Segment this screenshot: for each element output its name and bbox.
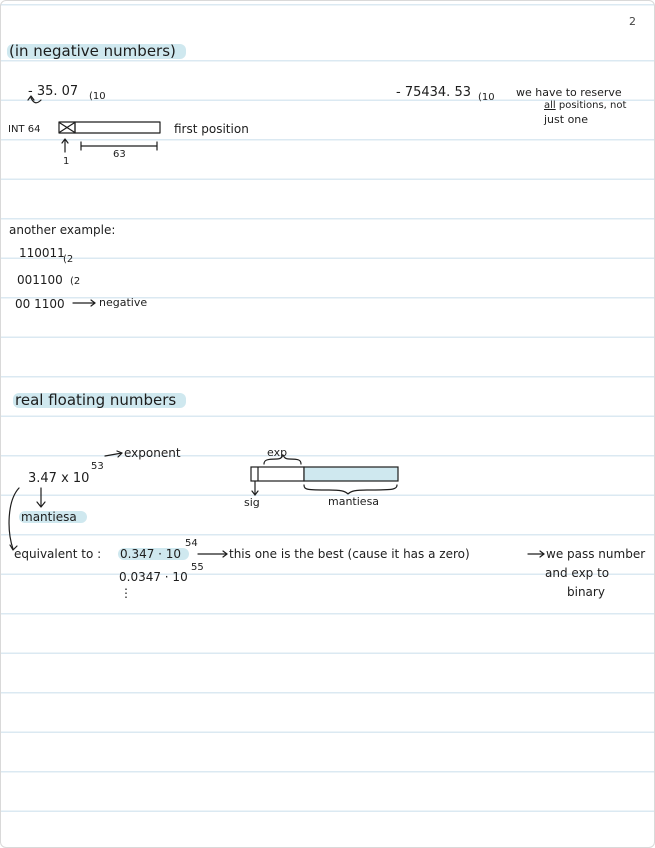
diagram-exp-label: exp (267, 446, 288, 459)
binary-line-1: 110011 (19, 246, 65, 260)
remaining-bit-count: 63 (113, 149, 126, 160)
float-mantissa-segment (304, 467, 398, 481)
reserve-note-positions: positions, not (555, 100, 627, 111)
diagram-sig-label: sig (244, 496, 260, 509)
equivalent-bracket-head (10, 545, 17, 550)
binary-line-3: 00 1100 (15, 297, 65, 311)
negative-number-base: (10 (89, 91, 106, 102)
mantissa-label: mantiesa (19, 511, 87, 523)
scientific-exponent: 53 (91, 461, 104, 472)
reserve-note-line3: just one (544, 113, 589, 126)
equivalent-form-1: 0.347 · 10 (118, 548, 189, 560)
another-example-title: another example: (9, 223, 116, 237)
sign-curved-arrow (28, 96, 41, 103)
first-position-label: first position (174, 122, 249, 136)
sketch-annotations (1, 1, 654, 847)
mantissa-brace (304, 485, 397, 494)
negative-number-2-base: (10 (478, 92, 495, 103)
negative-number-2: - 75434. 53 (396, 85, 471, 100)
reserve-note-line1: we have to reserve (516, 86, 622, 99)
exponent-label: exponent (124, 446, 181, 460)
binary-line-2-base: (2 (70, 276, 81, 287)
pass-note-line3: binary (567, 585, 605, 599)
equivalent-label: equivalent to : (14, 547, 102, 561)
exp-brace (264, 455, 301, 464)
binary-line-1-base: (2 (63, 254, 74, 265)
pass-note-line1: we pass number (546, 547, 646, 561)
page-number: 2 (629, 15, 636, 28)
equivalent-bracket (9, 488, 19, 549)
equivalent-form-2-exp: 55 (191, 562, 204, 573)
scientific-number-base: 3.47 x 10 (28, 471, 90, 486)
negative-number: - 35. 07 (28, 84, 79, 99)
negative-label: negative (99, 296, 148, 309)
best-form-note: this one is the best (cause it has a zero) (229, 547, 470, 561)
binary-line-2: 001100 (17, 273, 63, 287)
pass-note-line2: and exp to (545, 566, 610, 580)
diagram-mantissa-label: mantiesa (328, 495, 380, 508)
equivalent-form-2: 0.0347 · 10 (119, 570, 188, 584)
int64-label: INT 64 (8, 124, 41, 135)
heading-negative-numbers: (in negative numbers) (7, 44, 186, 59)
continuation-ellipsis: ⋮ (120, 586, 132, 600)
float-exp-segment (251, 467, 304, 481)
sign-bit-count: 1 (63, 156, 70, 167)
equivalent-form-1-exp: 54 (185, 538, 198, 549)
reserve-note-all: all (544, 100, 556, 111)
heading-real-floating-numbers: real floating numbers (13, 393, 186, 408)
int64-value-cells (75, 122, 160, 133)
